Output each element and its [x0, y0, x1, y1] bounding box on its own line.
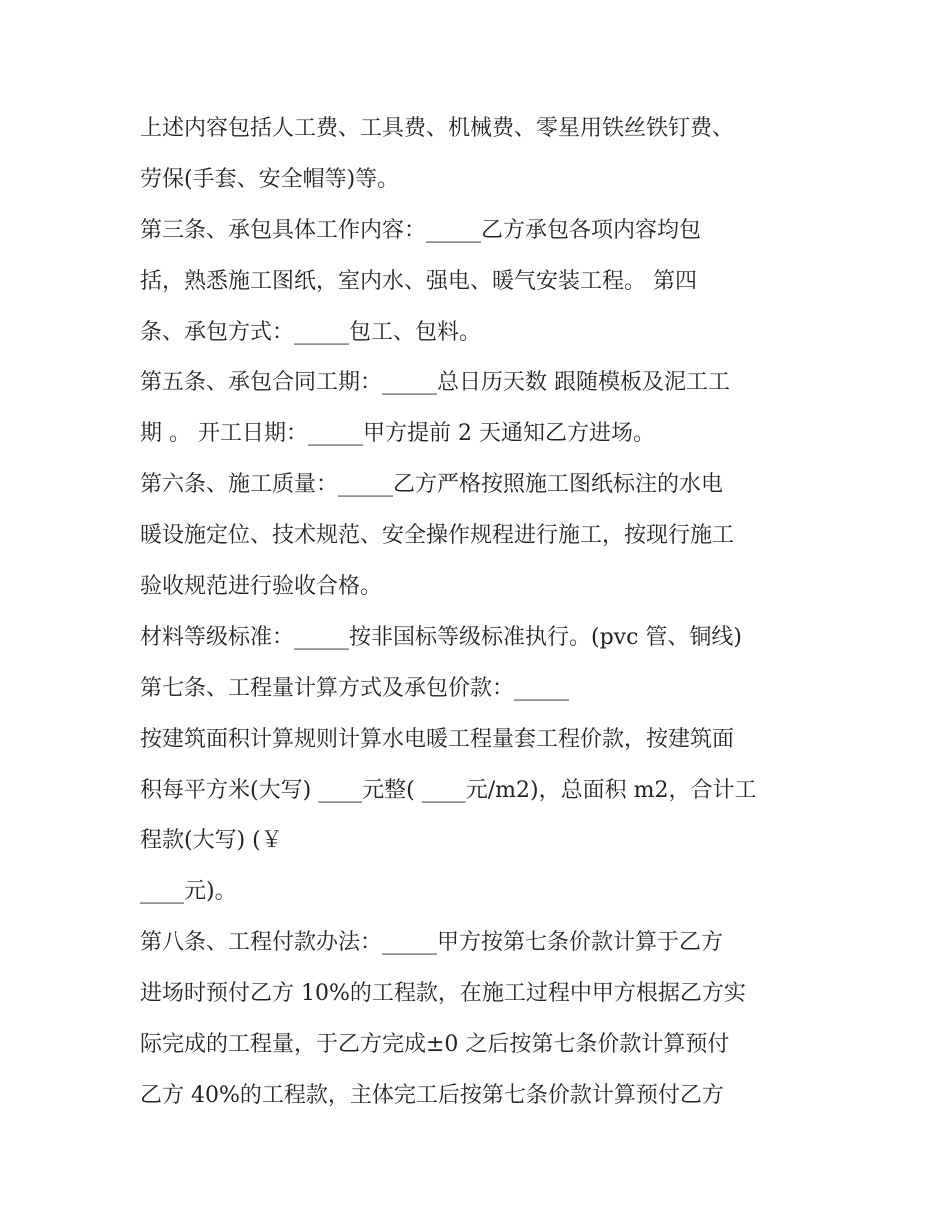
text-line: 验收规范进行验收合格。	[140, 574, 383, 600]
text-line: 际完成的工程量，于乙方完成±0 之后按第七条价款计算预付	[140, 1032, 730, 1058]
text-line: 上述内容包括人工费、工具费、机械费、零星用铁丝铁钉费、	[140, 116, 735, 141]
text-line: 期 。 开工日期：_____甲方提前 2 天通知乙方进场。	[140, 421, 655, 447]
text-line: 进场时预付乙方 10%的工程款，在施工过程中甲方根据乙方实	[140, 981, 746, 1007]
document-page	[140, 104, 820, 1122]
text-line: ____元)。	[140, 879, 237, 905]
clause-6-line: 第六条、施工质量：_____乙方严格按照施工图纸标注的水电	[140, 472, 724, 498]
text-line: 括，熟悉施工图纸，室内水、强电、暖气安装工程。 第四	[140, 268, 697, 294]
clause-3-line: 第三条、承包具体工作内容：_____乙方承包各项内容均包	[140, 217, 702, 243]
material-standard-line: 材料等级标准：_____按非国标等级标准执行。(pvc 管、铜线)	[140, 624, 742, 650]
text-line: 程款(大写) (￥	[140, 828, 283, 854]
text-line: 乙方 40%的工程款，主体完工后按第七条价款计算预付乙方	[140, 1082, 724, 1108]
clause-8-line: 第八条、工程付款办法：_____甲方按第七条价款计算于乙方	[140, 930, 724, 956]
text-line: 暖设施定位、技术规范、安全操作规程进行施工，按现行施工	[140, 523, 735, 549]
clause-5-line: 第五条、承包合同工期：_____总日历天数 跟随模板及泥工工	[140, 370, 730, 396]
text-line: 劳保(手套、安全帽等)等。	[140, 166, 400, 192]
text-line: 按建筑面积计算规则计算水电暖工程量套工程价款，按建筑面	[140, 726, 735, 752]
clause-7-line: 第七条、工程量计算方式及承包价款：_____	[140, 675, 570, 701]
clause-4-line: 条、承包方式：_____包工、包料。	[140, 319, 482, 345]
text-line: 积每平方米(大写) ____元整( ____元/m2)，总面积 m2，合计工	[140, 777, 757, 803]
